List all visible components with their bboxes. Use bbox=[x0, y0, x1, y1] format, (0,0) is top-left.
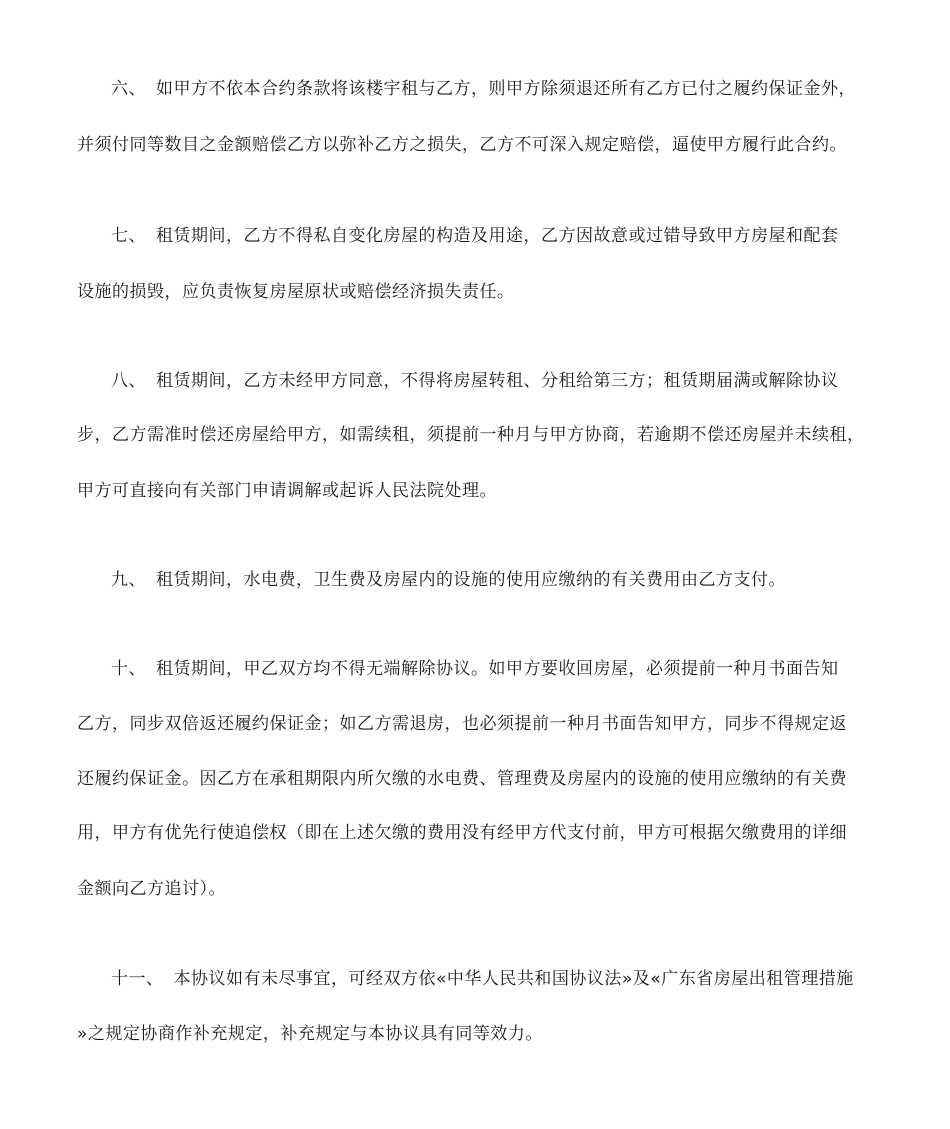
clause-eleven-line-1 bbox=[111, 967, 892, 991]
clause-ten-line-5: 金额向乙方追讨）。 bbox=[77, 879, 226, 899]
clause-ten-number: 十、 bbox=[111, 659, 146, 679]
clause-eleven-number: 十一、 bbox=[111, 969, 164, 989]
clause-eight-line-2: 步，乙方需准时偿还房屋给甲方，如需续租，须提前一种月与甲方协商，若逾期不偿还房屋并未续租， bbox=[77, 425, 865, 445]
clause-eleven-line-2: »之规定协商作补充规定，补充规定与本协议具有同等效力。 bbox=[77, 1024, 543, 1044]
clause-eight-line-1 bbox=[111, 369, 892, 393]
clause-ten-text-line-1: 租赁期间，甲乙双方均不得无端解除协议。如甲方要收回房屋，必须提前一种月书面告知 bbox=[156, 659, 839, 679]
clause-seven-number: 七、 bbox=[111, 226, 146, 246]
clause-ten-line-4: 用，甲方有优先行使追偿权（即在上述欠缴的费用没有经甲方代支付前，甲方可根据欠缴费用的详细 bbox=[77, 823, 847, 843]
clause-six-text-line-1: 如甲方不依本合约条款将该楼宇租与乙方，则甲方除须退还所有乙方已付之履约保证金外， bbox=[156, 79, 856, 99]
clause-seven-text-line-1: 租赁期间，乙方不得私自变化房屋的构造及用途，乙方因故意或过错导致甲方房屋和配套 bbox=[156, 226, 839, 246]
clause-ten-line-3: 还履约保证金。因乙方在承租期限内所欠缴的水电费、管理费及房屋内的设施的使用应缴纳的有关费 bbox=[77, 769, 847, 789]
clause-six-number: 六、 bbox=[111, 79, 146, 99]
clause-six-line-2: 并须付同等数目之金额赔偿乙方以弥补乙方之损失，乙方不可深入规定赔偿，逼使甲方履行此合约。 bbox=[77, 135, 847, 155]
clause-six-line-1 bbox=[111, 77, 892, 101]
clause-eight-line-3: 甲方可直接向有关部门申请调解或起诉人民法院处理。 bbox=[77, 481, 497, 501]
clause-eight-number: 八、 bbox=[111, 371, 146, 391]
clause-nine-text-line-1: 租赁期间，水电费，卫生费及房屋内的设施的使用应缴纳的有关费用由乙方支付。 bbox=[156, 570, 786, 590]
clause-seven-line-1 bbox=[111, 224, 892, 248]
clause-seven-line-2: 设施的损毁，应负责恢复房屋原状或赔偿经济损失责任。 bbox=[77, 282, 515, 302]
clause-ten-line-2: 乙方，同步双倍返还履约保证金；如乙方需退房，也必须提前一种月书面告知甲方，同步不得规定返 bbox=[77, 714, 847, 734]
clause-nine-number: 九、 bbox=[111, 570, 146, 590]
clause-ten-line-1 bbox=[111, 657, 892, 681]
clause-eleven-text-line-1: 本协议如有未尽事宜，可经双方依«中华人民共和国协议法»及«广东省房屋出租管理措施 bbox=[173, 969, 854, 989]
clause-eight-text-line-1: 租赁期间，乙方未经甲方同意，不得将房屋转租、分租给第三方；租赁期届满或解除协议 bbox=[156, 371, 839, 391]
clause-nine-line-1 bbox=[111, 568, 892, 592]
